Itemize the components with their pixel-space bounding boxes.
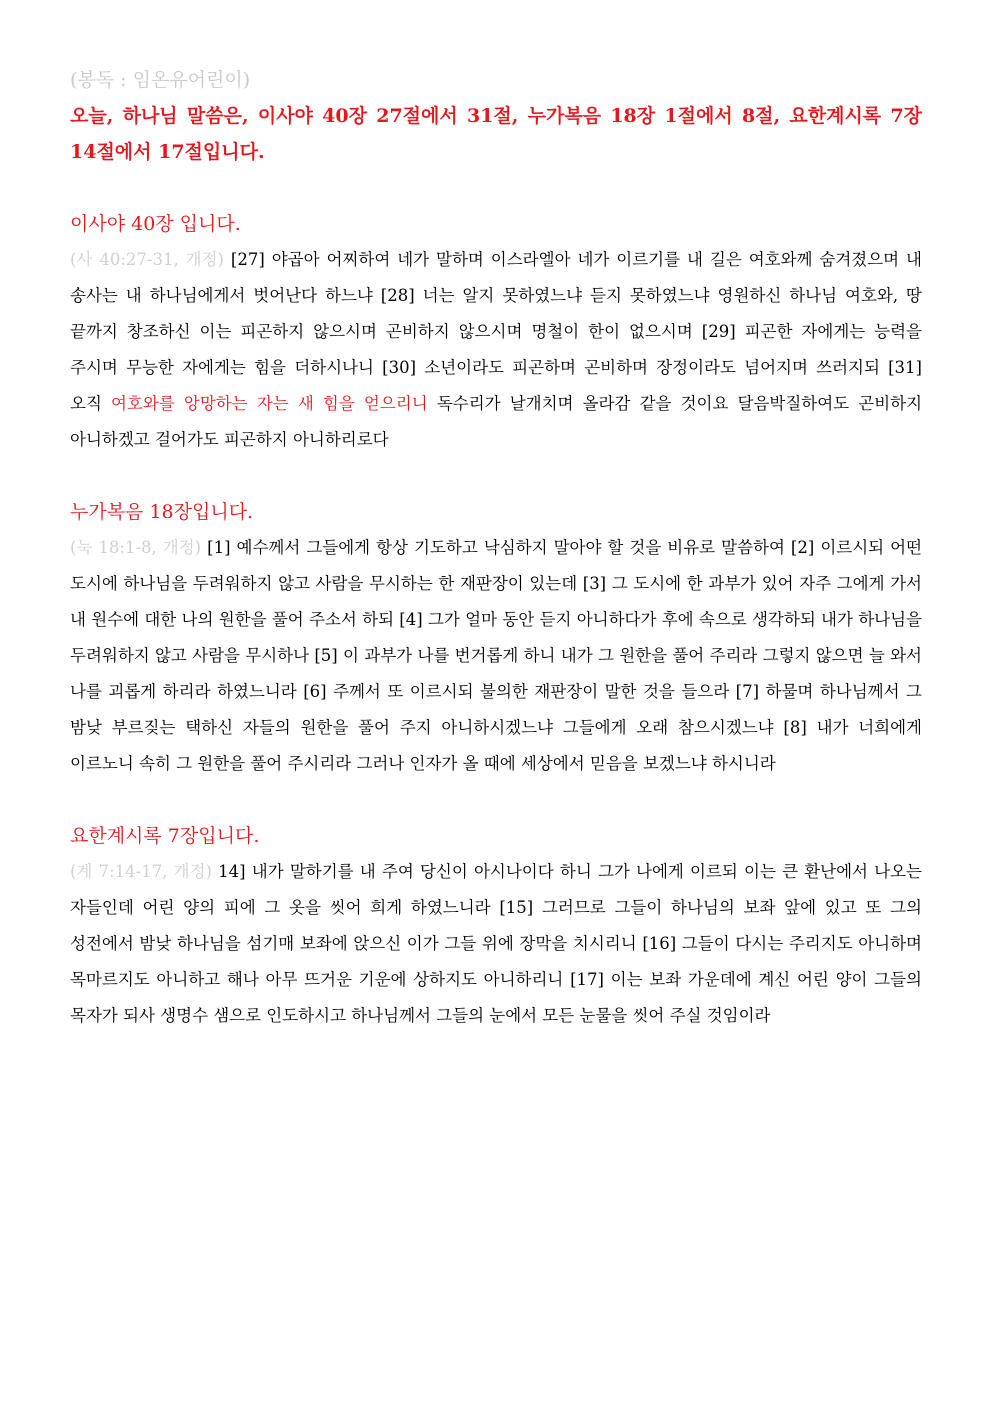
section-isaiah xyxy=(70,206,922,458)
verse-reference: (눅 18:1-8, 개정) xyxy=(70,538,202,557)
passage-body: [1] 예수께서 그들에게 항상 기도하고 낙심하지 말아야 할 것을 비유로 말씀하여 [2] 이르시되 어떤 도시에 하나님을 두려워하지 않고 사람을 무시하는 한 재판장이 있는데 [3] 그 도시에 한 과부가 있어 자주 그에게 가서 내 원수에 대한 나의 원한을 풀어 주소서 하되 [4] 그가 얼마 동안 듣지 아니하다가 후에 속으로 생각하되 내가 하나님을 두려워하지 않고 사람을 무시하나 [5] 이 과부가 나를 번거롭게 하니 내가 그 원한을 풀어 주리라 그렇지 않으면 늘 와서 나를 괴롭게 하리라 하였느니라 [6] 주께서 또 이르시되 불의한 재판장이 말한 것을 들으라 [7] 하물며 하나님께서 그 밤낮 부르짖는 택하신 자들의 원한을 풀어 주지 아니하시겠느냐 그들에게 오래 참으시겠느냐 [8] 내가 너희에게 이르노니 속히 그 원한을 풀어 주시리라 그러나 인자가 올 때에 세상에서 믿음을 보겠느냐 하시니라 xyxy=(70,538,922,773)
verse-reference: (계 7:14-17, 개정) xyxy=(70,862,212,881)
passage-body: [27] 야곱아 어찌하여 네가 말하며 이스라엘아 네가 이르기를 내 길은 여호와께 숨겨졌으며 내 송사는 내 하나님에게서 벗어난다 하느냐 [28] 너는 알지 못하였느냐 듣지 못하였느냐 영원하신 하나님 여호와, 땅 끝까지 창조하신 이는 피곤하지 않으시며 곤비하지 않으시며 명철이 한이 없으시며 [29] 피곤한 자에게는 능력을 주시며 무능한 자에게는 힘을 더하시나니 [30] 소년이라도 피곤하며 곤비하며 장정이라도 넘어지며 쓰러지되 [31] 오직 xyxy=(70,250,922,413)
passage-text xyxy=(70,530,922,782)
document-page xyxy=(70,62,922,1070)
section-heading: 누가복음 18장입니다. xyxy=(70,501,254,523)
passage-body: 독수리가 날개치며 올라감 같을 것이요 달음박질하여도 곤비하지 아니하겠고 걸어가도 피곤하지 아니하리로다 xyxy=(70,394,923,449)
passage-text xyxy=(70,854,922,1034)
highlighted-verse: 여호와를 앙망하는 자는 새 힘을 얻으리니 xyxy=(111,394,428,413)
section-heading: 요한계시록 7장입니다. xyxy=(70,825,260,847)
scripture-intro: 오늘, 하나님 말씀은, 이사야 40장 27절에서 31절, 누가복음 18장 1절에서 8절, 요한계시록 7장 14절에서 17절입니다. xyxy=(70,105,922,163)
passage-body: 14] 내가 말하기를 내 주여 당신이 아시나이다 하니 그가 나에게 이르되 이는 큰 환난에서 나오는 자들인데 어린 양의 피에 그 옷을 씻어 희게 하였느니라 [15] 그러므로 그들이 하나님의 보좌 앞에 있고 또 그의 성전에서 밤낮 하나님을 섬기매 보좌에 앉으신 이가 그들 위에 장막을 치시리니 [16] 그들이 다시는 주리지도 아니하며 목마르지도 아니하고 해나 아무 뜨거운 기운에 상하지도 아니하리니 [17] 이는 보좌 가운데에 계신 어린 양이 그들의 목자가 되사 생명수 샘으로 인도하시고 하나님께서 그들의 눈에서 모든 눈물을 씻어 주실 것임이라 xyxy=(70,862,922,1025)
passage-text xyxy=(70,242,922,458)
section-heading: 이사야 40장 입니다. xyxy=(70,213,241,235)
verse-reference: (사 40:27-31, 개정) xyxy=(70,250,224,269)
reader-note: (봉독 : 임온유어린이) xyxy=(70,69,251,91)
section-luke xyxy=(70,494,922,782)
section-revelation xyxy=(70,818,922,1034)
